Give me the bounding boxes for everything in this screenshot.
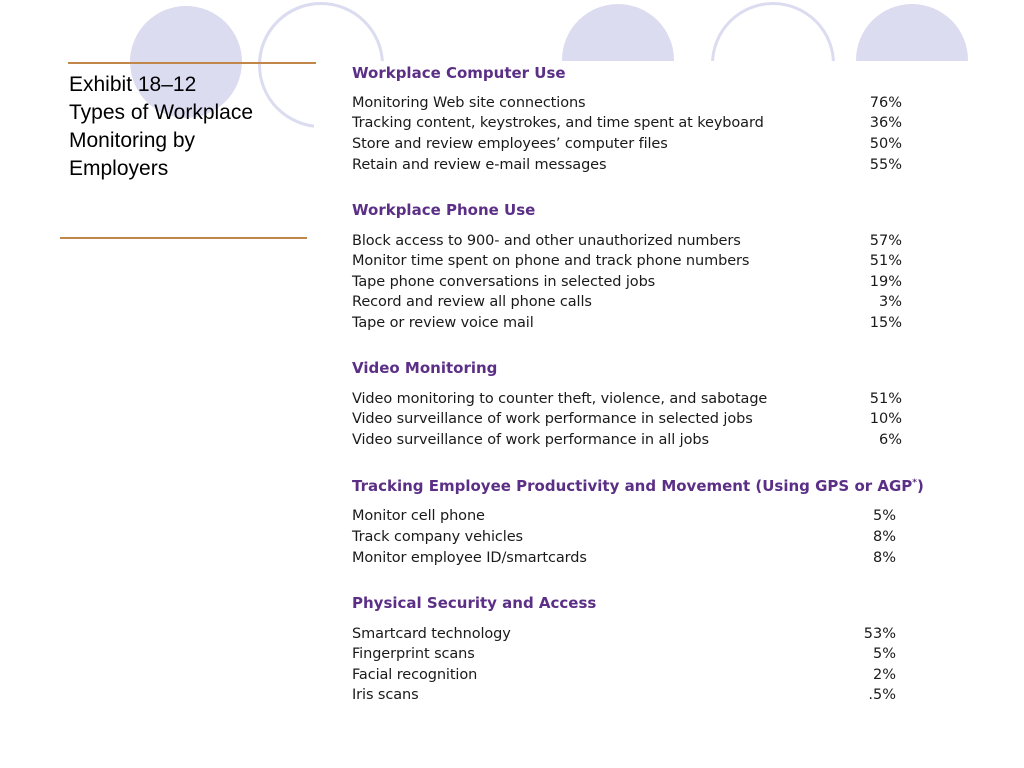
slide-title bbox=[69, 71, 309, 183]
item-percentage: 51% bbox=[869, 253, 902, 269]
item-label: Iris scans bbox=[352, 687, 419, 703]
item-label: Monitoring Web site connections bbox=[352, 95, 586, 111]
list-item bbox=[352, 644, 902, 664]
item-label: Monitor time spent on phone and track phone numbers bbox=[352, 253, 750, 269]
item-percentage: 5% bbox=[872, 646, 896, 662]
item-percentage: 57% bbox=[869, 233, 902, 249]
item-label: Block access to 900- and other unauthorized numbers bbox=[352, 233, 741, 249]
item-percentage: 53% bbox=[863, 626, 896, 642]
item-label: Video surveillance of work performance in all jobs bbox=[352, 432, 709, 448]
item-label: Retain and review e-mail messages bbox=[352, 157, 607, 173]
list-item bbox=[352, 665, 902, 685]
item-label: Track company vehicles bbox=[352, 529, 523, 545]
item-label: Record and review all phone calls bbox=[352, 294, 592, 310]
monitoring-exhibit bbox=[352, 0, 992, 768]
item-percentage: 2% bbox=[872, 667, 896, 683]
list-item bbox=[352, 272, 902, 292]
top-divider bbox=[68, 62, 316, 64]
list-item bbox=[352, 409, 902, 429]
item-label: Facial recognition bbox=[352, 667, 478, 683]
title-line: Monitoring by bbox=[69, 129, 196, 152]
item-percentage: 55% bbox=[869, 157, 902, 173]
section-heading: Video Monitoring bbox=[352, 359, 498, 377]
section-heading-tail: ) bbox=[917, 477, 924, 495]
list-item bbox=[352, 527, 902, 547]
list-item bbox=[352, 251, 902, 271]
item-percentage: 6% bbox=[878, 432, 902, 448]
item-percentage: 8% bbox=[872, 529, 896, 545]
bottom-divider bbox=[60, 237, 307, 239]
list-item bbox=[352, 113, 902, 133]
item-percentage: 50% bbox=[869, 136, 902, 152]
item-percentage: 36% bbox=[869, 115, 902, 131]
item-label: Fingerprint scans bbox=[352, 646, 475, 662]
section-heading-text: Tracking Employee Productivity and Movement (Using GPS or AGP bbox=[352, 477, 913, 495]
list-item bbox=[352, 506, 902, 526]
item-percentage: 8% bbox=[872, 550, 896, 566]
item-label: Tape phone conversations in selected jobs bbox=[352, 274, 656, 290]
list-item bbox=[352, 313, 902, 333]
footnote-marker: * bbox=[912, 478, 918, 488]
section-heading: Workplace Phone Use bbox=[352, 201, 536, 219]
section-heading: Physical Security and Access bbox=[352, 594, 597, 612]
item-percentage: 19% bbox=[869, 274, 902, 290]
list-item bbox=[352, 430, 902, 450]
title-line: Types of Workplace bbox=[69, 101, 254, 124]
item-label: Video surveillance of work performance in selected jobs bbox=[352, 411, 753, 427]
list-item bbox=[352, 292, 902, 312]
section-heading bbox=[352, 476, 992, 496]
title-line: Employers bbox=[69, 157, 169, 180]
list-item bbox=[352, 93, 902, 113]
item-percentage: 76% bbox=[869, 95, 902, 111]
title-line: Exhibit 18–12 bbox=[69, 73, 197, 96]
item-percentage: 15% bbox=[869, 315, 902, 331]
item-percentage: 51% bbox=[869, 391, 902, 407]
list-item bbox=[352, 389, 902, 409]
item-percentage: 5% bbox=[872, 508, 896, 524]
list-item bbox=[352, 685, 902, 705]
item-label: Smartcard technology bbox=[352, 626, 511, 642]
section-heading: Workplace Computer Use bbox=[352, 64, 566, 82]
item-percentage: .5% bbox=[868, 687, 896, 703]
item-label: Store and review employees’ computer files bbox=[352, 136, 668, 152]
item-label: Tracking content, keystrokes, and time spent at keyboard bbox=[352, 115, 764, 131]
list-item bbox=[352, 548, 902, 568]
item-label: Tape or review voice mail bbox=[352, 315, 534, 331]
item-percentage: 3% bbox=[878, 294, 902, 310]
item-label: Monitor cell phone bbox=[352, 508, 485, 524]
item-percentage: 10% bbox=[869, 411, 902, 427]
item-label: Monitor employee ID/smartcards bbox=[352, 550, 587, 566]
list-item bbox=[352, 155, 902, 175]
list-item bbox=[352, 134, 902, 154]
item-label: Video monitoring to counter theft, violence, and sabotage bbox=[352, 391, 768, 407]
list-item bbox=[352, 231, 902, 251]
list-item bbox=[352, 624, 902, 644]
